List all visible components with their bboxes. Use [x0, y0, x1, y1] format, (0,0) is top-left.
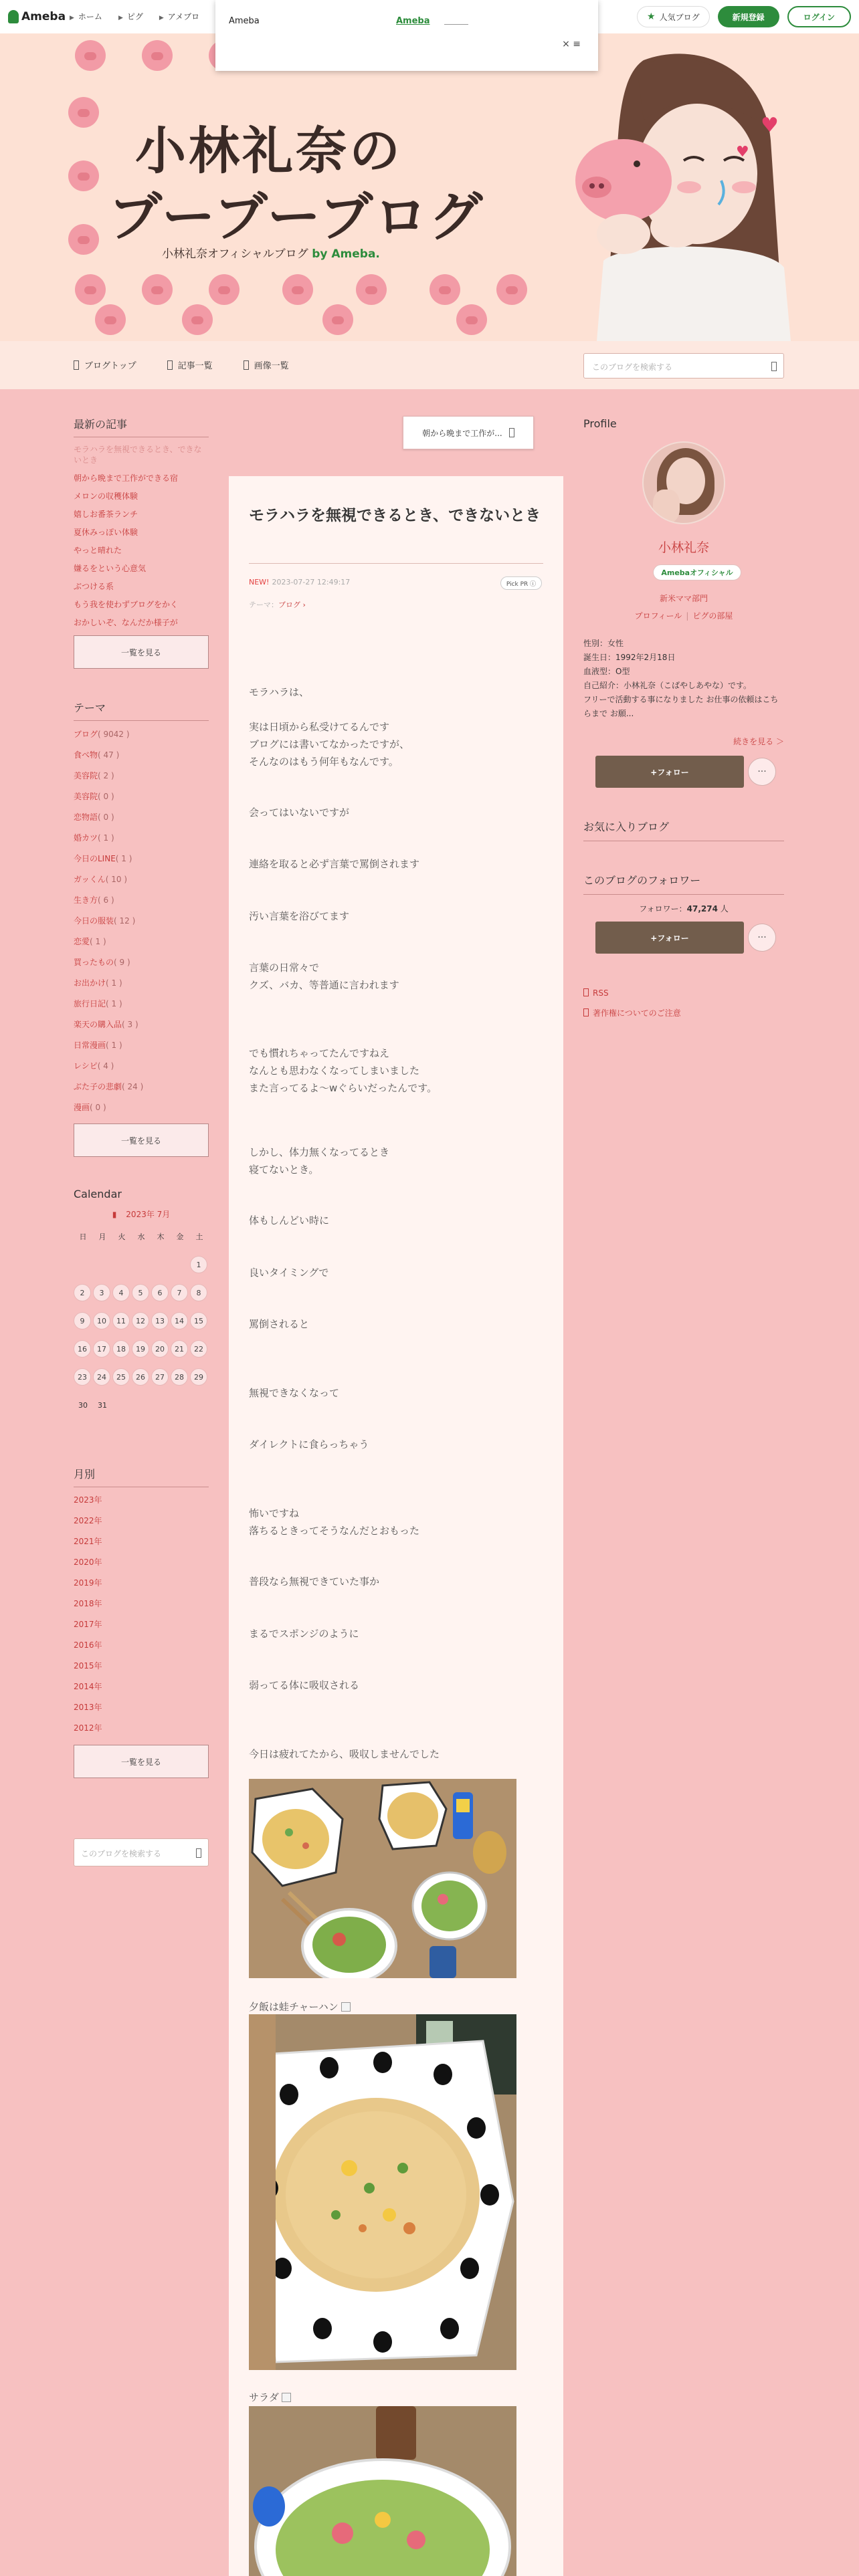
monthly-list	[74, 1494, 209, 1734]
pig-pattern-icon	[430, 274, 460, 305]
left-sidebar	[74, 389, 209, 1866]
search-icon[interactable]	[196, 1848, 201, 1858]
profile-info: 性別：女性 誕生日：1992年2月18日 血液型：O型 自己紹介：小林礼奈（こばやしあやな）です。 フリーで活動する事になりました お仕事の依頼はこちらまで お願...	[583, 639, 779, 718]
calendar-day[interactable]: 3	[93, 1284, 110, 1301]
month-item[interactable]: 2021年	[74, 1537, 102, 1546]
ameba-logo-text: Ameba	[21, 10, 66, 23]
theme-name: 美容院	[74, 771, 98, 780]
calendar-month-label: 2023年 7月	[126, 1210, 171, 1219]
follower-number: 47,274	[686, 904, 718, 914]
article-paragraph: 弱ってる体に吸収される	[249, 1679, 360, 1691]
article-meta	[249, 578, 350, 586]
theme-count: ( 2 )	[98, 771, 114, 780]
calendar-weekday: 火	[118, 1232, 126, 1241]
theme-item[interactable]	[74, 1018, 209, 1031]
ameba-logo[interactable]	[8, 8, 66, 25]
month-item[interactable]: 2017年	[74, 1620, 102, 1629]
theme-link[interactable]: ブログ	[278, 601, 300, 609]
calendar-day[interactable]: 19	[132, 1340, 149, 1358]
pig-pattern-icon	[75, 40, 106, 71]
theme-item[interactable]	[74, 728, 209, 741]
login-button[interactable]: ログイン	[787, 6, 851, 27]
popular-blog-button[interactable]	[637, 6, 710, 27]
theme-name: 恋物語	[74, 813, 98, 822]
heart-icon: ♥	[761, 114, 779, 137]
profile-avatar[interactable]	[642, 441, 725, 524]
ad-popup-divider	[444, 24, 468, 25]
month-item[interactable]: 2020年	[74, 1558, 102, 1567]
theme-name: 旅行日記	[74, 999, 106, 1008]
follow-button[interactable]: +フォロー	[595, 756, 744, 788]
copyright-link[interactable]	[583, 1007, 681, 1018]
pig-pattern-icon	[68, 97, 99, 128]
ad-popup-label: Ameba	[229, 16, 260, 26]
theme-name: お出かけ	[74, 978, 106, 988]
theme-count: ( 10 )	[105, 875, 128, 884]
article-paragraph: 実は日頃から私受けてるんです ブログには書いてなかったですが、 そんなのはもう何年もなんです。	[249, 721, 410, 768]
theme-name: 今日のLINE	[74, 854, 116, 863]
pig-pattern-icon	[68, 160, 99, 191]
calendar-empty	[151, 1256, 170, 1273]
calendar-weekday: 金	[176, 1232, 184, 1241]
month-item[interactable]: 2022年	[74, 1516, 102, 1525]
calendar-empty	[112, 1256, 131, 1273]
recent-see-all-button[interactable]: 一覧を見る	[74, 635, 209, 669]
article-paragraph: しかし、体力無くなってるとき 寝てないとき。	[249, 1146, 390, 1176]
calendar-day[interactable]: 27	[151, 1368, 169, 1386]
themes-see-all-button[interactable]: 一覧を見る	[74, 1123, 209, 1157]
recent-articles-list	[74, 444, 209, 628]
article-title[interactable]: モラハラを無視できるとき、できないとき	[249, 507, 541, 524]
theme-item[interactable]	[74, 1080, 209, 1093]
recent-article-item[interactable]: ぶつける系	[74, 582, 114, 591]
theme-count: ( 0 )	[90, 1103, 106, 1112]
next-article-button[interactable]	[403, 416, 534, 449]
article-paragraph: 罵倒されると	[249, 1318, 310, 1330]
theme-count: ( 6 )	[98, 895, 114, 905]
title-divider	[249, 563, 543, 564]
follower-label: フォロワー：	[639, 904, 687, 914]
calendar-empty	[151, 1396, 170, 1414]
calendar-day[interactable]: 24	[93, 1368, 110, 1386]
calendar-empty	[132, 1256, 151, 1273]
theme-name: 美容院	[74, 792, 98, 801]
theme-count: ( 9042 )	[98, 730, 130, 739]
global-actions	[637, 6, 851, 27]
theme-count: ( 24 )	[122, 1082, 144, 1091]
monthly-title: 月別	[74, 1466, 209, 1487]
search-placeholder: このブログを検索する	[81, 1849, 162, 1858]
theme-count: ( 0 )	[98, 813, 114, 822]
calendar-day[interactable]: 28	[171, 1368, 188, 1386]
calendar-day[interactable]: 11	[112, 1312, 130, 1329]
theme-name: 恋愛	[74, 937, 90, 946]
search-placeholder: このブログを検索する	[592, 362, 673, 372]
star-icon: ★	[647, 11, 656, 22]
article-paragraph: でも慣れちゃってたんですねえ なんとも思わなくなってしまいました また言ってるよ〜wぐらいだったんです。	[249, 1047, 438, 1094]
rss-label: RSS	[593, 988, 609, 998]
calendar-day[interactable]: 30	[78, 1400, 88, 1410]
theme-count: ( 1 )	[106, 1041, 122, 1050]
calendar-day[interactable]: 15	[190, 1312, 207, 1329]
calendar-weekday: 日	[79, 1232, 87, 1241]
calendar-empty	[112, 1396, 131, 1414]
article-paragraph: 普段なら無視できていた事か	[249, 1576, 380, 1588]
calendar-day[interactable]: 18	[112, 1340, 130, 1358]
calendar-day[interactable]: 9	[74, 1312, 91, 1329]
theme-name: レシピ	[74, 1061, 98, 1071]
profile-link[interactable]: プロフィール	[634, 611, 682, 621]
themes-title: テーマ	[74, 700, 209, 721]
month-item[interactable]: 2013年	[74, 1703, 102, 1712]
theme-count: ( 1 )	[106, 978, 122, 988]
calendar-empty	[132, 1396, 151, 1414]
calendar-day[interactable]: 16	[74, 1340, 91, 1358]
ad-popup[interactable]	[215, 0, 598, 71]
recent-article-item[interactable]: やっと晴れた	[74, 546, 122, 555]
chevron-right-icon: ›	[300, 601, 306, 609]
follower-count	[583, 903, 784, 914]
global-nav-label: ホーム	[78, 12, 102, 21]
theme-count: ( 0 )	[98, 792, 114, 801]
calendar-day[interactable]: 26	[132, 1368, 149, 1386]
themes-section	[74, 700, 209, 1157]
calendar-day[interactable]: 6	[151, 1284, 169, 1301]
calendar-day[interactable]: 4	[112, 1284, 130, 1301]
calendar-prev-icon[interactable]: ▮	[112, 1210, 117, 1219]
heart-icon: ♥	[736, 144, 749, 160]
banner-title-line1: 小林礼奈の	[135, 121, 403, 181]
calendar-day[interactable]: 12	[132, 1312, 149, 1329]
ad-popup-link[interactable]: Ameba	[396, 16, 430, 26]
theme-count: ( 4 )	[97, 1061, 114, 1071]
theme-item[interactable]	[74, 1101, 209, 1114]
profile-links	[583, 610, 784, 621]
global-nav-home[interactable]	[70, 11, 102, 22]
article-paragraph: 今日は疲れてたから、吸収しませんでした	[249, 1748, 440, 1760]
popular-blog-label: 人気ブログ	[659, 12, 700, 22]
article-list-icon	[167, 360, 173, 370]
article-paragraph: 怖いですね 落ちるときってそうなんだとおもった	[249, 1507, 420, 1537]
calendar-weekday: 月	[98, 1232, 106, 1241]
pig-pattern-icon	[142, 40, 173, 71]
themes-list	[74, 728, 209, 1114]
official-badge: Amebaオフィシャル	[653, 564, 741, 580]
theme-count: ( 1 )	[90, 937, 106, 946]
recent-article-item[interactable]: もう我を使わずブログをかく	[74, 600, 179, 609]
calendar-day[interactable]: 20	[151, 1340, 169, 1358]
follower-unit: 人	[717, 904, 729, 914]
photo-caption	[249, 2390, 291, 2404]
theme-item[interactable]	[74, 769, 209, 782]
next-article-label: 朝から晩まで工作が...	[422, 428, 502, 438]
calendar-empty	[93, 1256, 112, 1273]
avatar-hand	[653, 490, 680, 523]
new-badge: NEW!	[249, 578, 270, 586]
global-nav-label: ピグ	[126, 12, 143, 21]
banner-subtitle-text: 小林礼奈オフィシャルブログ	[162, 247, 308, 261]
dinner-table-photo[interactable]	[249, 1779, 516, 1978]
calendar-day[interactable]: 13	[151, 1312, 169, 1329]
theme-name: 買ったもの	[74, 958, 114, 967]
caption-text: サラダ	[249, 2391, 279, 2403]
sidebar-search-input[interactable]	[74, 1838, 209, 1866]
article-paragraph: ダイレクトに食らっちゃう	[249, 1438, 369, 1451]
next-arrow-icon	[509, 428, 514, 437]
theme-name: ブログ	[74, 730, 98, 739]
calendar-day[interactable]: 31	[98, 1400, 107, 1410]
theme-item[interactable]	[74, 1059, 209, 1073]
global-nav-pig[interactable]	[118, 11, 143, 22]
theme-count: ( 47 )	[98, 750, 120, 760]
article	[229, 476, 563, 2576]
read-more-link[interactable]: 続きを見る ＞	[733, 737, 784, 746]
article-paragraph: 体もしんどい時に	[249, 1214, 330, 1226]
theme-count: ( 1 )	[115, 854, 132, 863]
register-button[interactable]: 新規登録	[718, 6, 779, 27]
theme-item[interactable]	[74, 790, 209, 803]
theme-name: 漫画	[74, 1103, 90, 1112]
article-paragraph: 無視できなくなって	[249, 1387, 340, 1399]
calendar-grid	[74, 1228, 209, 1414]
article-theme	[249, 599, 306, 610]
calendar-empty	[171, 1256, 189, 1273]
recent-article-item[interactable]: 夏休みっぽい体験	[74, 528, 138, 537]
search-icon[interactable]	[771, 362, 777, 371]
article-paragraph: 連絡を取ると必ず言葉で罵倒されます	[249, 858, 420, 870]
nav-label: 記事一覧	[177, 361, 213, 371]
pig-pattern-icon	[142, 274, 173, 305]
month-item[interactable]: 2015年	[74, 1661, 102, 1671]
month-item[interactable]: 2019年	[74, 1578, 102, 1588]
pig-pattern-icon	[356, 274, 387, 305]
calendar-day[interactable]: 17	[93, 1340, 110, 1358]
theme-item[interactable]	[74, 956, 209, 969]
theme-count: ( 3 )	[122, 1020, 138, 1029]
more-options-button[interactable]: ···	[748, 758, 776, 786]
global-nav	[70, 11, 199, 22]
favorite-blogs-title: お気に入りブログ	[583, 819, 784, 841]
salad-photo[interactable]	[249, 2406, 516, 2576]
recent-article-item[interactable]: 朝から晩まで工作ができる宿	[74, 473, 179, 483]
pig-room-link[interactable]: ピグの部屋	[692, 611, 733, 621]
nav-article-list[interactable]	[167, 358, 213, 371]
nav-image-list[interactable]	[244, 358, 289, 371]
calendar-weekday: 水	[137, 1232, 145, 1241]
banner-title-line2: ブーブーブログ	[108, 185, 484, 248]
chevron-right-icon: ▶	[159, 15, 164, 21]
blog-nav-items	[74, 358, 289, 371]
theme-item[interactable]	[74, 893, 209, 907]
theme-count: ( 9 )	[114, 958, 130, 967]
theme-item[interactable]	[74, 935, 209, 948]
theme-name: 食べ物	[74, 750, 98, 760]
fried-rice-photo[interactable]	[249, 2014, 516, 2370]
calendar-day[interactable]: 14	[171, 1312, 188, 1329]
calendar-day[interactable]: 21	[171, 1340, 188, 1358]
pig-pattern-icon	[456, 304, 487, 335]
theme-label: テーマ：	[249, 601, 278, 609]
article-paragraph: モラハラは、	[249, 686, 310, 698]
calendar-day[interactable]: 29	[190, 1368, 207, 1386]
close-icon[interactable]: ×	[562, 39, 570, 49]
image-list-icon	[244, 360, 249, 370]
girl-with-pig-illustration	[523, 47, 804, 341]
theme-name: 日常漫画	[74, 1041, 106, 1050]
article-paragraph: 汚い言葉を浴びてます	[249, 910, 350, 922]
calendar-day[interactable]: 2	[74, 1284, 91, 1301]
theme-item[interactable]	[74, 852, 209, 865]
month-item[interactable]: 2023年	[74, 1495, 102, 1505]
calendar-section	[74, 1188, 209, 1414]
month-item[interactable]: 2018年	[74, 1599, 102, 1608]
recent-articles-section	[74, 416, 209, 669]
profile-name[interactable]: 小林礼奈	[658, 540, 709, 555]
article-paragraph: まるでスポンジのように	[249, 1628, 359, 1640]
pig-pattern-icon	[209, 274, 240, 305]
calendar-day[interactable]: 10	[93, 1312, 110, 1329]
theme-item[interactable]	[74, 997, 209, 1010]
calendar-month	[74, 1208, 209, 1220]
blog-header-banner[interactable]	[55, 33, 804, 341]
theme-item[interactable]	[74, 1039, 209, 1052]
theme-item[interactable]	[74, 873, 209, 886]
nav-label: 画像一覧	[254, 361, 289, 371]
article-paragraph: 良いタイミングで	[249, 1267, 329, 1279]
calendar-day[interactable]: 1	[190, 1256, 207, 1273]
broken-image-icon	[282, 2393, 291, 2402]
pig-pattern-icon	[282, 274, 313, 305]
theme-name: 婚カツ	[74, 833, 98, 843]
month-item[interactable]: 2012年	[74, 1723, 102, 1733]
global-nav-ameblo[interactable]	[159, 11, 199, 22]
theme-count: ( 1 )	[106, 999, 122, 1008]
recent-article-item[interactable]: メロンの収穫体験	[74, 492, 138, 501]
monthly-section	[74, 1466, 209, 1778]
theme-name: ぶた子の悲劇	[74, 1082, 122, 1091]
calendar-day[interactable]: 5	[132, 1284, 149, 1301]
profile-category[interactable]: 新米ママ部門	[659, 594, 708, 603]
menu-icon[interactable]: ≡	[573, 39, 581, 49]
blog-top-icon	[74, 360, 79, 370]
monthly-see-all-button[interactable]: 一覧を見る	[74, 1745, 209, 1778]
theme-item[interactable]	[74, 811, 209, 824]
theme-item[interactable]	[74, 748, 209, 762]
calendar-day[interactable]: 22	[190, 1340, 207, 1358]
theme-count: ( 1 )	[98, 833, 114, 843]
calendar-empty	[74, 1256, 92, 1273]
month-item[interactable]: 2014年	[74, 1682, 102, 1691]
recent-article-item[interactable]: おかしいぞ、なんだか様子が	[74, 618, 178, 627]
calendar-empty	[171, 1396, 189, 1414]
theme-item[interactable]	[74, 831, 209, 845]
ameba-logo-icon	[8, 10, 19, 23]
pig-pattern-icon	[75, 274, 106, 305]
pig-pattern-icon	[182, 304, 213, 335]
banner-by-ameba: by Ameba.	[312, 247, 380, 261]
theme-item[interactable]	[74, 976, 209, 990]
pig-pattern-icon	[95, 304, 126, 335]
pig-pattern-icon	[322, 304, 353, 335]
article-paragraph: 会ってはいないですが	[249, 807, 350, 819]
global-nav-label: アメブロ	[167, 12, 200, 21]
theme-name: ガッくん	[74, 875, 106, 884]
recent-article-item[interactable]: 嫌るをという心意気	[74, 564, 147, 573]
rss-icon	[583, 988, 589, 996]
recent-article-item[interactable]: 嬉しお番茶ランチ	[74, 510, 138, 519]
photo-caption	[249, 2000, 351, 2014]
calendar-day[interactable]: 25	[112, 1368, 130, 1386]
blog-search-input[interactable]	[583, 353, 784, 379]
blog-nav-bar	[0, 341, 859, 389]
chevron-right-icon: ▶	[70, 15, 74, 21]
copyright-label: 著作権についてのご注意	[593, 1008, 681, 1018]
nav-blog-top[interactable]	[74, 358, 136, 371]
recent-article-item[interactable]: モラハラを無視できるとき、できないとき	[74, 445, 202, 465]
calendar-day[interactable]: 7	[171, 1284, 188, 1301]
theme-count: ( 12 )	[114, 916, 136, 926]
rss-link[interactable]	[583, 988, 609, 998]
more-options-button-2[interactable]: ···	[748, 924, 776, 952]
banner-subtitle	[162, 244, 380, 261]
calendar-empty	[190, 1396, 209, 1414]
nav-label: ブログトップ	[84, 361, 136, 371]
link-separator: |	[686, 611, 689, 621]
ad-popup-controls	[562, 39, 581, 49]
calendar-title: Calendar	[74, 1188, 122, 1200]
calendar-day[interactable]: 23	[74, 1368, 91, 1386]
followers-title: このブログのフォロワー	[583, 872, 784, 895]
pickpr-badge[interactable]: Pick PR ⓘ	[500, 576, 542, 590]
theme-name: 生き方	[74, 895, 98, 905]
follow-button-2[interactable]: +フォロー	[595, 922, 744, 954]
chevron-right-icon: ▶	[118, 15, 123, 21]
calendar-weekday: 土	[195, 1232, 203, 1241]
calendar-weekday: 木	[157, 1232, 165, 1241]
theme-name: 今日の服装	[74, 916, 114, 926]
broken-image-icon	[341, 2002, 351, 2012]
theme-name: 楽天の購入品	[74, 1020, 122, 1029]
profile-title: Profile	[583, 417, 617, 430]
calendar-day[interactable]: 8	[190, 1284, 207, 1301]
recent-articles-title: 最新の記事	[74, 416, 209, 437]
theme-item[interactable]	[74, 914, 209, 928]
pig-pattern-icon	[68, 224, 99, 255]
month-item[interactable]: 2016年	[74, 1640, 102, 1650]
caption-text: 夕飯は蛙チャーハン	[249, 2001, 339, 2013]
copyright-icon	[583, 1008, 589, 1016]
article-date: 2023-07-27 12:49:17	[272, 578, 351, 586]
article-paragraph: 言葉の日常々で クズ、バカ、等普通に言われます	[249, 962, 399, 991]
